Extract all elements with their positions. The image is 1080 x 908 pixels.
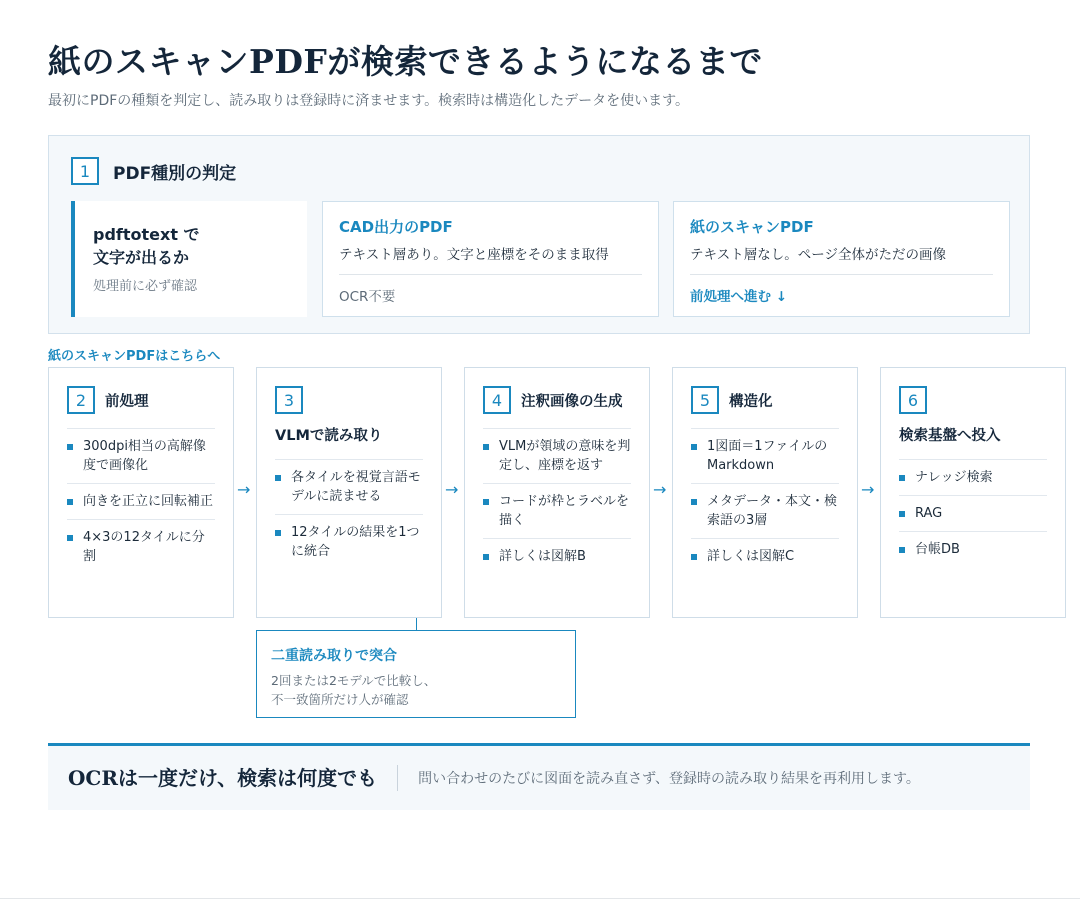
- pdftotext-check-card: [71, 201, 307, 317]
- judge-title: PDF種別の判定: [113, 163, 237, 184]
- summary-title: OCRは一度だけ、検索は何度でも: [68, 765, 398, 791]
- cad-pdf-foot: OCR不要: [339, 289, 396, 305]
- cad-pdf-card: [322, 201, 659, 317]
- step-bullet-item: 12タイルの結果を1つに統合: [275, 514, 423, 569]
- scan-pdf-desc: テキスト層なし。ページ全体がただの画像: [690, 243, 993, 275]
- step-bullet-item: 300dpi相当の高解像度で画像化: [67, 428, 215, 483]
- step-bullet-list: [899, 459, 1047, 567]
- step-bullet-item: RAG: [899, 495, 1047, 531]
- summary-text: 問い合わせのたびに図面を読み直さず、登録時の読み取り結果を再利用します。: [418, 771, 920, 787]
- step-title: 前処理: [105, 393, 149, 410]
- step-title: 構造化: [729, 393, 773, 410]
- step-title: 注釈画像の生成: [521, 393, 623, 410]
- page-subtitle: 最初にPDFの種類を判定し、読み取りは登録時に済ませます。検索時は構造化したデータを使います。: [48, 93, 690, 109]
- step-number-badge: 3: [275, 386, 303, 414]
- step-card-6: [880, 367, 1066, 618]
- step-card-4: [464, 367, 650, 618]
- step-bullet-item: 4×3の12タイルに分割: [67, 519, 215, 574]
- judge-header: [71, 157, 236, 185]
- step-card-3: [256, 367, 442, 618]
- step-header: [691, 386, 839, 414]
- scan-pdf-title: 紙のスキャンPDF: [690, 218, 814, 236]
- verify-title: 二重読み取りで突合: [271, 648, 397, 664]
- cad-pdf-title: CAD出力のPDF: [339, 218, 453, 236]
- step-bullet-item: VLMが領域の意味を判定し、座標を返す: [483, 428, 631, 483]
- verify-text: 2回または2モデルで比較し、 不一致箇所だけ人が確認: [271, 673, 437, 707]
- check-note: 処理前に必ず確認: [93, 279, 198, 294]
- step-bullet-item: コードが枠とラベルを描く: [483, 483, 631, 538]
- flow-arrow-icon: →: [861, 480, 875, 499]
- scan-pdf-foot: 前処理へ進む ↓: [690, 289, 788, 305]
- page-bottom-divider: [0, 898, 1080, 899]
- scan-pdf-card: [673, 201, 1010, 317]
- step-card-2: [48, 367, 234, 618]
- step-bullet-item: 詳しくは図解B: [483, 538, 631, 574]
- flow-arrow-icon: →: [653, 480, 667, 499]
- step-number-badge: 4: [483, 386, 511, 414]
- step-title: 検索基盤へ投入: [899, 428, 1001, 444]
- step-bullet-list: [67, 428, 215, 574]
- step-header: [275, 386, 423, 414]
- step-bullet-list: [275, 459, 423, 569]
- step-bullet-item: 向きを正立に回転補正: [67, 483, 215, 519]
- step-bullet-item: 詳しくは図解C: [691, 538, 839, 574]
- step-bullet-item: ナレッジ検索: [899, 459, 1047, 495]
- check-title: pdftotext で 文字が出るか: [93, 225, 200, 267]
- step-title: VLMで読み取り: [275, 428, 383, 444]
- cad-pdf-desc: テキスト層あり。文字と座標をそのまま取得: [339, 243, 642, 275]
- step-header: [67, 386, 215, 414]
- step-bullet-item: 各タイルを視覚言語モデルに読ませる: [275, 459, 423, 514]
- step-card-5: [672, 367, 858, 618]
- step-header: [483, 386, 631, 414]
- double-read-verify-box: [256, 630, 576, 718]
- step-number-badge: 2: [67, 386, 95, 414]
- flow-arrow-icon: →: [237, 480, 251, 499]
- step-bullet-list: [691, 428, 839, 574]
- step-number-badge: 6: [899, 386, 927, 414]
- step-bullet-item: メタデータ・本文・検索語の3層: [691, 483, 839, 538]
- flow-arrow-icon: →: [445, 480, 459, 499]
- summary-band: [48, 743, 1030, 810]
- pdf-type-judge-panel: [48, 135, 1030, 334]
- flow-label: 紙のスキャンPDFはこちらへ: [48, 349, 221, 364]
- step-number-badge: 5: [691, 386, 719, 414]
- step-number-badge: 1: [71, 157, 99, 185]
- page-title: 紙のスキャンPDFが検索できるようになるまで: [48, 42, 763, 81]
- step-bullet-item: 1図面＝1ファイルのMarkdown: [691, 428, 839, 483]
- step-header: [899, 386, 1047, 414]
- step-bullet-item: 台帳DB: [899, 531, 1047, 567]
- step-bullet-list: [483, 428, 631, 574]
